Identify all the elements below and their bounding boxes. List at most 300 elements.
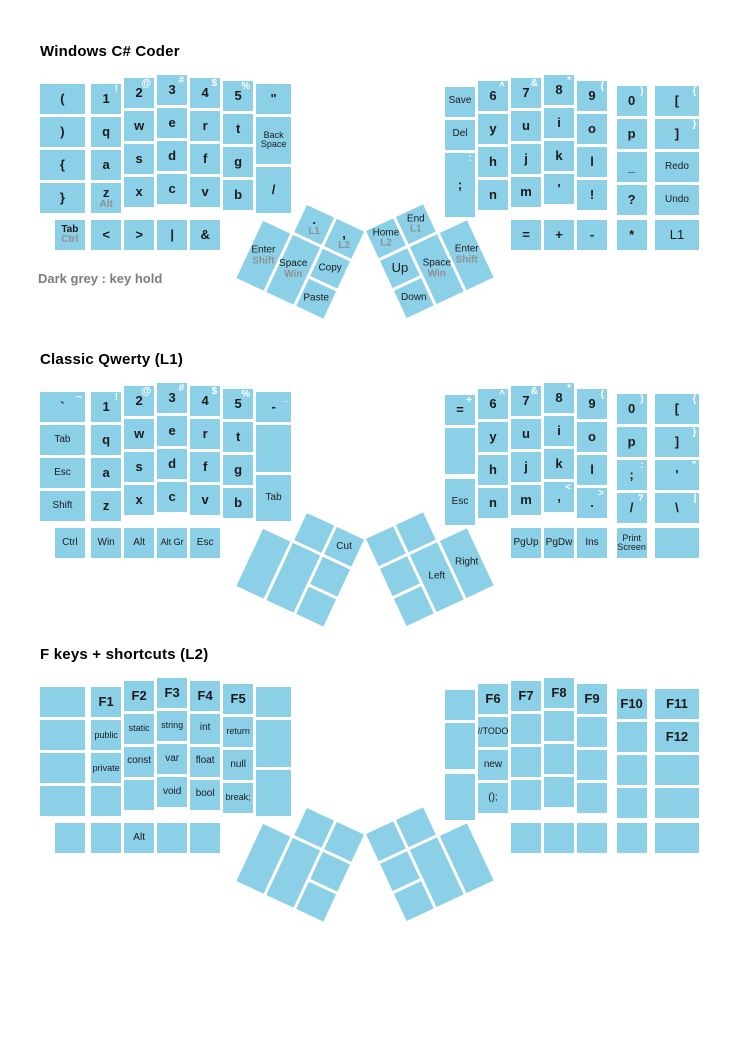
key-tap-label: int [199,722,211,734]
key-0 [617,394,647,424]
key-l [577,147,607,177]
key-tap-label: Alt Gr [160,537,184,548]
key-symbol [91,220,121,250]
key-hold-label: Shift [455,254,478,266]
key-a [91,458,121,488]
key-tab [40,425,85,455]
key-symbol [655,394,700,424]
key-y [478,422,508,452]
key-n [478,488,508,518]
key-tap-label: F5 [230,691,246,707]
key-2 [124,386,154,416]
key-6 [478,81,508,111]
key-tap-label: n [489,495,497,511]
key-tap-label: PgDw [545,536,573,548]
key-tap-label: Ctrl [62,536,78,548]
key-blank [445,690,475,720]
key-win [91,528,121,558]
thumb-cluster-left-layer0 [235,191,367,323]
key-tap-label: Esc [451,495,469,507]
key-v [190,177,220,207]
key-blank [445,428,475,475]
key-tap-label: F3 [164,685,180,701]
key-shift-label: ! [114,392,119,404]
key-j [511,452,541,482]
key-tap-label: 8 [555,82,563,98]
key-blank [617,788,647,818]
key-t [223,422,253,452]
key-blank [655,755,700,785]
key-1 [91,392,121,422]
key-blank [256,720,291,767]
key-q [91,117,121,147]
key-x [124,177,154,207]
key-blank [55,823,85,853]
key-shift-label: @ [141,77,152,89]
key-2 [124,78,154,108]
key-tap-label: 2 [135,392,143,408]
key-tap-label: F12 [665,729,689,745]
key-f [190,452,220,482]
key-b [223,180,253,210]
key-hold-label: L1 [308,225,320,237]
key-hold-label: L1 [409,223,422,235]
key-tap-label: F11 [666,696,688,712]
key-f [190,144,220,174]
key-tap-label: l [590,462,594,478]
key-tap-label: + [555,227,563,243]
key-tap-label: Shift [52,499,73,511]
key-tap-label: return [226,726,250,737]
key-tap-label: f [202,150,208,166]
key-tap-label: (); [488,791,498,803]
key-blank [655,788,700,818]
key-tap-label: x [135,491,143,507]
key-tap-label: - [271,399,276,415]
key-hold-label: Ctrl [61,234,79,246]
key-shift-label: { [692,393,697,405]
key-tap-label: . [312,212,316,228]
key-7 [511,386,541,416]
key-tap-label: _ [627,159,636,175]
key-tap-label: k [555,148,563,164]
key-tap-label: F6 [485,691,501,707]
key-tap-label: d [168,148,177,164]
key-blank [544,744,574,774]
key-static [124,714,154,744]
key-symbol [256,84,291,114]
key-symbol [40,84,85,114]
key-tap-label: h [489,462,497,478]
key-n [478,180,508,210]
key-shift-label: < [565,482,571,493]
key-f3 [157,678,187,708]
key-tap-label: //TODO [477,726,509,737]
key-hold-label: Win [427,268,446,280]
key-tap-label: e [168,115,176,131]
key-tap-label: a [102,465,110,481]
key-tap-label: * [629,227,635,243]
key-shift-label: ~ [76,392,82,404]
key-f10 [617,689,647,719]
key-tap-label: var [165,752,180,764]
key-tap-label: Tab [54,433,71,445]
key-5 [223,389,253,419]
key-symbol [577,488,607,518]
key-blank [40,720,85,750]
layer-title-windows-csharp-coder: Windows C# Coder [40,43,180,60]
key-tap-label: s [135,150,143,166]
key-tap-label: j [524,150,528,166]
key-t [223,114,253,144]
key-hold-label: L2 [338,239,350,251]
key-7 [511,78,541,108]
key-tap-label: ) [60,124,65,140]
key-l1 [655,220,700,250]
key-tap-label: x [135,183,143,199]
key-tap-label: F2 [131,687,147,703]
key-tap-label: 3 [168,82,176,98]
key-const [124,747,154,777]
key-shift-label: * [567,383,571,394]
legend-key-hold-note: Dark grey : key hold [38,271,163,286]
key-undo [655,185,700,215]
key-symbol [544,482,574,512]
key-shift-label: ? [637,492,644,504]
key-symbol [544,174,574,204]
key-string [157,711,187,741]
key-shift-label: @ [141,385,152,397]
key-pgup [511,528,541,558]
key-symbol [445,395,475,425]
key-tap-label: Tab [61,223,79,235]
key-paste [296,279,336,319]
key-tap-label: Enter [454,243,479,255]
key-0 [617,86,647,116]
key-tap-label: k [555,456,563,472]
layer-title-fkeys-shortcuts-l2: F keys + shortcuts (L2) [40,646,209,663]
key-tap-label: y [489,429,497,445]
key-new [478,750,508,780]
key-s [124,144,154,174]
key-tap-label: Ins [585,536,599,548]
key-blank [617,722,647,752]
key-tap-label: c [168,181,176,197]
key-tap-label: , [342,225,346,241]
key-symbol [256,392,291,422]
key-tap-label: v [201,491,209,507]
key-tap-label: F1 [98,694,114,710]
key-w [124,419,154,449]
key-blank [577,750,607,780]
key-back-space [256,117,291,164]
key-f1 [91,687,121,717]
key-e [157,416,187,446]
key-todo [478,717,508,747]
key-tap-label: g [234,462,243,478]
key-blank [256,687,291,717]
key-break [223,783,253,813]
key-tap-label: ' [675,467,679,483]
key-symbol [40,117,85,147]
key-save [445,87,475,117]
key-del [445,120,475,150]
key-symbol [157,220,187,250]
key-blank [157,823,187,853]
key-3 [157,75,187,105]
key-symbol [577,220,607,250]
key-tap-label: Home [372,227,400,239]
key-shift-label: > [598,487,604,499]
key-blank [91,823,121,853]
key-shift-label: * [567,75,571,86]
key-public [91,720,121,750]
key-tap-label: h [489,154,497,170]
key-symbol [544,220,574,250]
key-tap-label: c [168,489,176,505]
key-shift-label: # [178,75,185,86]
key-tap-label: / [629,500,634,516]
key-blank [655,823,700,853]
key-shift-label: | [693,492,697,504]
key-9 [577,81,607,111]
key-shift-label: & [530,385,538,397]
key-blank [91,786,121,816]
key-tap-label: 0 [627,93,636,109]
key-r [190,419,220,449]
key-o [577,114,607,144]
key-return [223,717,253,747]
key-x [124,485,154,515]
key-alt [124,823,154,853]
key-alt-gr [157,528,187,558]
key-symbol [655,427,700,457]
key-blank [40,786,85,816]
key-blank [445,723,475,770]
key-tap-label: j [524,458,528,474]
thumb-cluster-left-layer1 [235,499,367,631]
key-d [157,141,187,171]
key-shift-label: _ [282,392,289,404]
key-tap-label: i [557,423,561,439]
key-tap-label: ; [457,177,463,193]
key-f12 [655,722,700,752]
key-f4 [190,681,220,711]
key-tap-label: Paste [303,292,329,304]
key-int [190,714,220,744]
key-tap-label: w [134,425,145,441]
key-m [511,177,541,207]
key-symbol [577,180,607,210]
key-tap-label: n [489,187,497,203]
key-f9 [577,684,607,714]
key-shift-label: ^ [499,388,505,400]
key-tap-label: void [162,785,182,797]
key-tap-label: = [456,401,464,417]
key-tap-label: t [235,429,241,445]
key-esc [190,528,220,558]
key-shift-label: + [466,394,472,406]
key-shift-label: : [640,459,644,471]
key-symbol [617,493,647,523]
key-g [223,455,253,485]
key-k [544,449,574,479]
key-tap-label: p [627,434,636,450]
key-blank [617,823,647,853]
key-tap-label: 4 [201,392,209,408]
key-tap-label: ' [557,181,561,197]
key-redo [655,152,700,182]
key-f2 [124,681,154,711]
key-tap-label: F10 [620,696,643,712]
key-o [577,422,607,452]
key-ctrl [55,528,85,558]
key-blank [40,687,85,717]
key-p [617,427,647,457]
key-tap-label: z [102,185,110,201]
key-tap-label: > [135,227,143,243]
key-symbol [617,185,647,215]
key-tap-label: Space [279,258,308,270]
key-tap-label: 9 [588,88,596,104]
key-tap-label: = [522,227,530,243]
key-shift-label: { [692,85,697,97]
key-symbol [617,460,647,490]
key-tap-label: t [235,121,241,137]
key-symbol [511,220,541,250]
key-tap-label: Left [428,570,446,582]
key-tap-label: o [588,429,596,445]
key-float [190,747,220,777]
key-tap-label: } [59,190,65,206]
key-blank [394,586,434,626]
key-tap-label: ] [674,434,680,450]
key-shift-label: } [692,426,697,438]
key-blank [511,747,541,777]
key-shift-label: # [178,383,185,394]
key-shift-label: ^ [499,80,505,92]
key-blank [577,823,607,853]
key-5 [223,81,253,111]
key-symbol [655,119,700,149]
key-tap-label: L1 [669,227,685,243]
key-tap-label: PgUp [513,536,539,548]
key-h [478,147,508,177]
key-tap-label: a [102,157,110,173]
key-blank [511,714,541,744]
key-tap-label: m [520,491,532,507]
key-blank [544,711,574,741]
key-down [394,278,434,318]
key-tap-label: public [94,729,118,740]
key-tap-label: new [483,758,503,770]
key-tap-label: 1 [102,399,110,415]
key-shift-label: ) [640,393,644,405]
key-l [577,455,607,485]
key-r [190,111,220,141]
key-u [511,111,541,141]
key-s [124,452,154,482]
key-tap-label: Space [422,257,451,269]
key-tap-label: q [102,124,111,140]
key-symbol [655,460,700,490]
key-k [544,141,574,171]
key-i [544,416,574,446]
key-bool [190,780,220,810]
key-tap-label: Back Space [260,130,287,150]
key-tap-label: Win [97,536,115,548]
key-tap-label: Save [448,95,472,107]
key-null [223,750,253,780]
key-tap-label: Redo [665,160,689,172]
key-f11 [655,689,700,719]
key-tap-label: Del [452,128,468,140]
key-private [91,753,121,783]
key-tap-label: ? [627,192,636,208]
key-1 [91,84,121,114]
key-tap-label: F4 [197,687,213,703]
key-blank [544,777,574,807]
key-q [91,425,121,455]
key-tap-label: 8 [555,390,563,406]
key-tap-label: | [170,227,174,243]
key-tap-label: m [520,183,532,199]
key-tap-label: p [627,126,636,142]
key-3 [157,383,187,413]
key-tap-label: Right [454,556,479,568]
key-tap-label: s [135,458,143,474]
key-j [511,144,541,174]
key-blank [394,881,434,921]
key-blank [511,780,541,810]
key-shift-label: % [241,80,251,92]
key-f7 [511,681,541,711]
key-tap-label: r [202,425,208,441]
key-blank [296,587,336,627]
key-tap-label: ; [629,467,634,483]
key-c [157,174,187,204]
key-tap-label: z [102,498,110,514]
key-var [157,744,187,774]
key-tap-label: const [127,755,152,767]
key-shift-label: ( [600,80,604,92]
key-symbol [40,150,85,180]
key-tap-label: 4 [201,84,209,100]
key-tap-label: l [590,154,594,170]
key-tap-label: Print Screen [617,532,646,553]
key-tap-label: v [201,183,209,199]
key-shift-label: $ [211,77,218,89]
key-alt [124,528,154,558]
key-tap-label: ` [60,399,65,415]
key-tap-label: u [522,117,530,133]
key-blank [190,823,220,853]
key-z [91,491,121,521]
key-a [91,150,121,180]
key-symbol [124,220,154,250]
key-tap-label: 7 [522,392,530,408]
key-tap-label: Up [391,260,409,276]
key-c [157,482,187,512]
key-blank [40,753,85,783]
key-tap-label: 3 [168,390,176,406]
key-shift [40,491,85,521]
key-tap-label: \ [675,500,679,516]
key-tap-label: Tab [265,491,282,503]
key-tap-label: bool [195,788,215,800]
key-tap-label: 2 [135,84,143,100]
key-tap-label: d [168,456,177,472]
